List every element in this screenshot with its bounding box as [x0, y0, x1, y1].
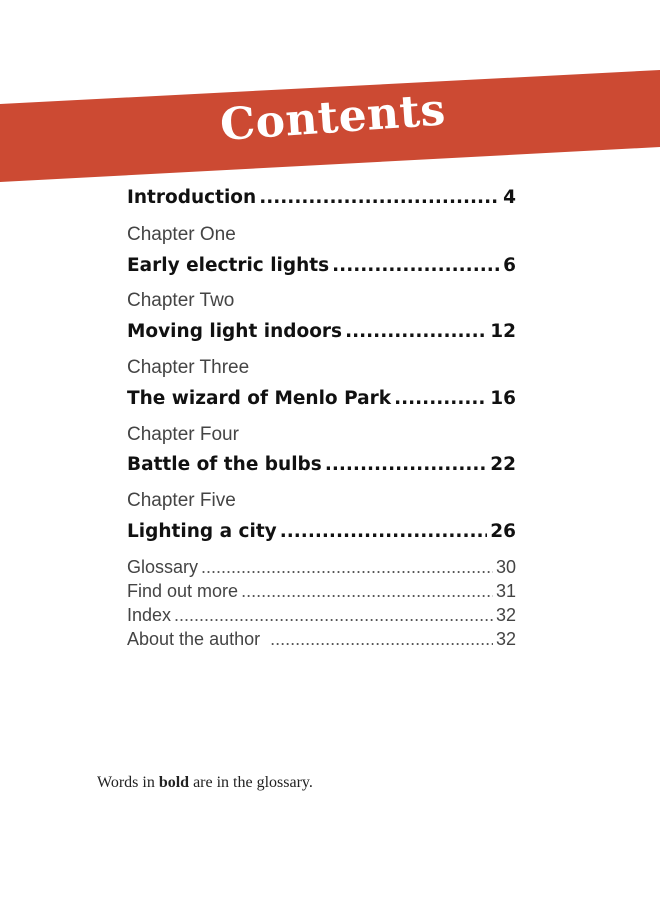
toc-entry-page: 22 — [490, 454, 516, 475]
toc-entry-page: 12 — [490, 321, 516, 342]
toc-leader-dots — [325, 454, 487, 475]
toc-entry-chapter[interactable] — [127, 321, 516, 342]
toc-leader-dots — [345, 321, 487, 342]
chapter-label: Chapter Five — [127, 490, 236, 511]
toc-entry-page: 32 — [495, 605, 516, 625]
toc-leader-dots — [280, 521, 488, 542]
toc-entry-find-out-more[interactable] — [127, 581, 516, 602]
toc-entry-title: Find out more — [127, 581, 239, 601]
chapter-label: Chapter Three — [127, 357, 250, 378]
toc-entry-index[interactable] — [127, 605, 516, 626]
toc-entry-title: Early electric lights — [127, 255, 330, 276]
toc-entry-title: Moving light indoors — [127, 321, 343, 342]
chapter-label: Chapter Four — [127, 424, 239, 445]
toc-leader-dots — [174, 605, 493, 626]
page-title: Contents — [218, 84, 448, 151]
toc-entry-page: 30 — [495, 557, 516, 577]
toc-leader-dots — [394, 388, 487, 409]
note-bold-word: bold — [158, 774, 190, 791]
toc-leader-dots — [332, 255, 500, 276]
toc-entry-chapter[interactable] — [127, 388, 516, 409]
toc-entry-page: 6 — [503, 255, 516, 276]
toc-entry-title: About the author — [127, 629, 261, 649]
chapter-label: Chapter One — [127, 224, 236, 245]
toc-entry-title: Battle of the bulbs — [127, 454, 322, 475]
toc-entry-introduction[interactable] — [127, 187, 516, 208]
toc-entry-glossary[interactable] — [127, 557, 516, 578]
glossary-note — [97, 774, 313, 792]
note-text: are in the glossary. — [189, 774, 313, 791]
toc-entry-chapter[interactable] — [127, 255, 516, 276]
toc-entry-title: Introduction — [127, 187, 257, 208]
toc-entry-title: Lighting a city — [127, 521, 277, 542]
toc-entry-chapter[interactable] — [127, 454, 516, 475]
toc-entry-title: Glossary — [127, 557, 199, 577]
chapter-label: Chapter Two — [127, 290, 235, 311]
note-text: Words in — [97, 774, 159, 791]
toc-entry-chapter[interactable] — [127, 521, 516, 542]
toc-leader-dots — [201, 557, 493, 578]
toc-leader-dots — [270, 629, 493, 650]
toc-entry-page: 32 — [495, 629, 516, 649]
toc-entry-page: 31 — [495, 581, 516, 601]
toc-entry-page: 4 — [503, 187, 516, 208]
toc-entry-page: 16 — [490, 388, 516, 409]
toc-entry-about-author[interactable] — [127, 629, 516, 650]
toc-entry-title: The wizard of Menlo Park — [127, 388, 392, 409]
toc-leader-dots — [259, 187, 500, 208]
toc-entry-title: Index — [127, 605, 172, 625]
toc-entry-page: 26 — [490, 521, 516, 542]
toc-leader-dots — [241, 581, 493, 602]
